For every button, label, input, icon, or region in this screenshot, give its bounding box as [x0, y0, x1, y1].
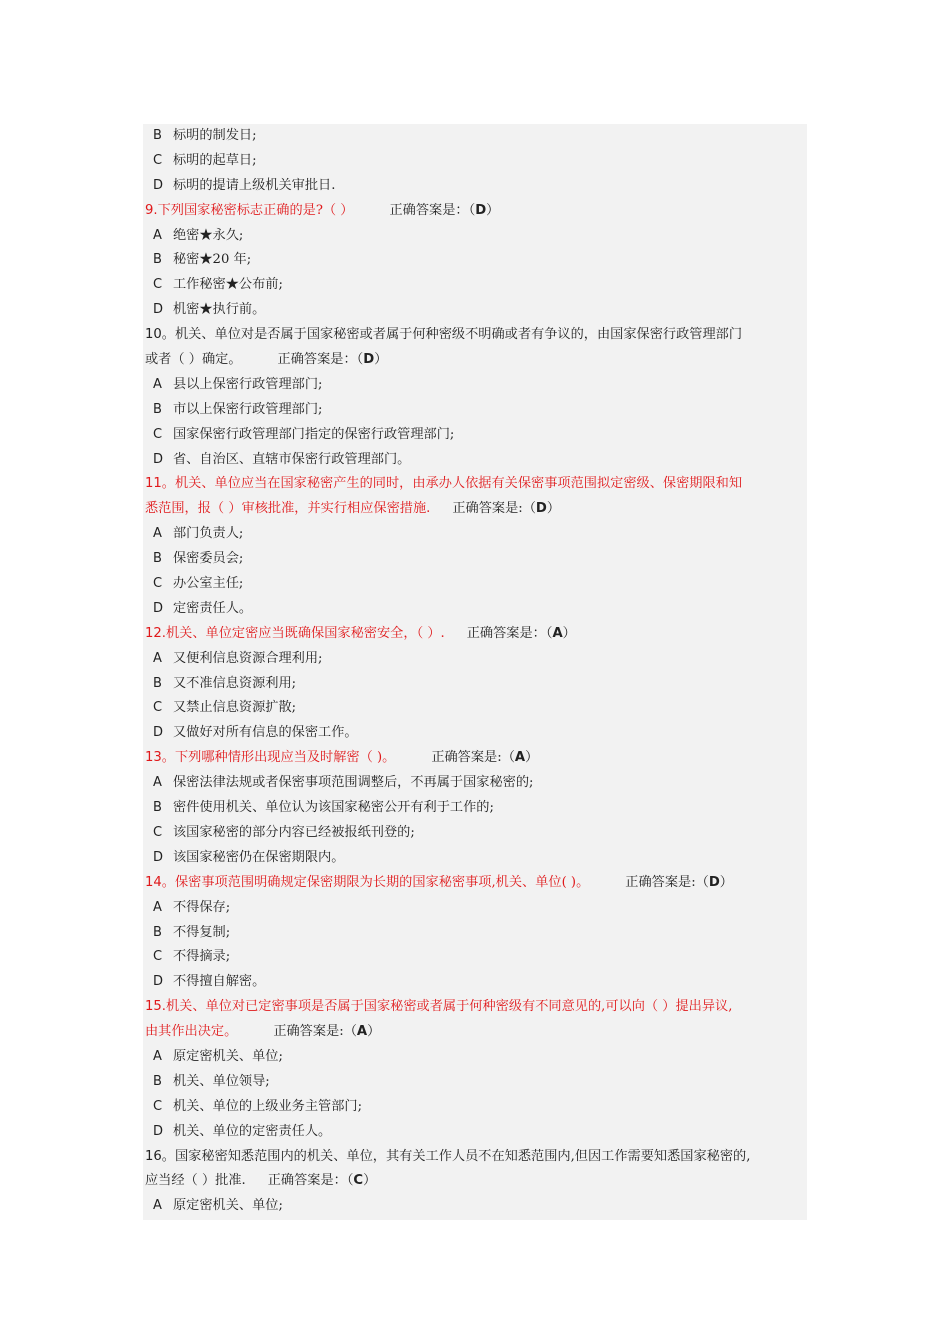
option-text: 办公室主任;	[173, 576, 244, 592]
option-text: 又禁止信息资源扩散;	[173, 700, 297, 716]
answer-option	[145, 647, 807, 672]
correct-answer	[389, 203, 499, 218]
correct-answer-close: ）	[525, 750, 539, 766]
option-letter: B	[153, 675, 162, 691]
question-number: 16	[145, 1148, 162, 1164]
answer-option	[145, 597, 807, 622]
option-text: 工作秘密★公布前;	[173, 277, 283, 293]
option-text: 省、自治区、直辖市保密行政管理部门。	[173, 451, 411, 467]
option-letter: A	[153, 526, 162, 542]
question-line	[145, 1169, 807, 1194]
question-text: 下列国家秘密标志正确的是?（ ）	[157, 202, 354, 218]
answer-option	[145, 522, 807, 547]
option-text: 国家保密行政管理部门指定的保密行政管理部门;	[173, 426, 455, 442]
question-number: 10	[145, 327, 162, 343]
correct-answer-letter: D	[363, 352, 375, 368]
correct-answer	[268, 1173, 377, 1188]
option-text: 该国家秘密仍在保密期限内。	[173, 849, 345, 865]
option-text: 该国家秘密的部分内容已经被报纸刊登的;	[173, 824, 415, 840]
correct-answer-letter: A	[552, 625, 563, 641]
question-number: 13	[145, 750, 162, 766]
option-text: 标明的提请上级机关审批日.	[173, 177, 336, 193]
option-text: 标明的起草日;	[173, 152, 257, 168]
option-letter: D	[153, 177, 164, 193]
question-text: 机关、单位定密应当既确保国家秘密安全，（ ）.	[165, 625, 445, 641]
answer-option	[145, 821, 807, 846]
answer-option	[145, 970, 807, 995]
correct-answer-label: 正确答案是：（	[267, 1173, 354, 1189]
question-number: 15.	[145, 999, 166, 1015]
option-letter: B	[153, 551, 162, 567]
answer-option	[145, 273, 807, 298]
option-text: 机关、单位的上级业务主管部门;	[173, 1098, 363, 1114]
correct-answer-close: ）	[486, 202, 500, 218]
answer-option	[145, 298, 807, 323]
option-text: 不得复制;	[173, 924, 231, 940]
correct-answer	[278, 352, 388, 367]
correct-answer-close: ）	[546, 501, 561, 517]
answer-option	[145, 796, 807, 821]
answer-option	[145, 945, 807, 970]
question-line	[145, 871, 807, 896]
question-text: 由其作出决定。	[145, 1024, 238, 1040]
option-text: 部门负责人;	[173, 526, 244, 542]
option-text: 不得擅自解密。	[173, 974, 266, 990]
question-text: 。机关、单位应当在国家秘密产生的同时，由承办人依据有关保密事项范围拟定密级、保密期限和知	[161, 476, 743, 492]
answer-option	[145, 174, 807, 199]
question-line	[145, 348, 807, 373]
correct-answer-close: ）	[719, 874, 733, 890]
correct-answer-letter: D	[475, 202, 487, 218]
option-text: 保密法律法规或者保密事项范围调整后，不再属于国家秘密的;	[173, 775, 534, 791]
question-line	[145, 472, 807, 497]
option-text: 市以上保密行政管理部门;	[173, 401, 323, 417]
answer-option	[145, 149, 807, 174]
question-line	[145, 995, 807, 1020]
question-line	[145, 323, 807, 348]
correct-answer-label: 正确答案是:（	[452, 501, 536, 517]
option-letter: B	[153, 924, 162, 940]
answer-option	[145, 1070, 807, 1095]
question-line	[145, 1145, 807, 1170]
correct-answer-label: 正确答案是:（	[431, 750, 515, 766]
answer-option	[145, 771, 807, 796]
question-line	[145, 746, 807, 771]
correct-answer-close: ）	[562, 625, 576, 641]
answer-option	[145, 572, 807, 597]
correct-answer-close: ）	[374, 352, 388, 368]
option-letter: D	[153, 302, 164, 318]
option-letter: A	[153, 376, 162, 392]
option-letter: A	[153, 650, 162, 666]
answer-option	[145, 1045, 807, 1070]
option-letter: C	[153, 576, 163, 592]
answer-option	[145, 721, 807, 746]
option-text: 机关、单位领导;	[173, 1073, 270, 1089]
option-letter: C	[153, 824, 163, 840]
option-letter: B	[153, 1073, 162, 1089]
correct-answer	[431, 750, 538, 765]
answer-option	[145, 921, 807, 946]
option-text: 又不准信息资源利用;	[173, 675, 297, 691]
option-text: 县以上保密行政管理部门;	[173, 376, 323, 392]
answer-option	[145, 1095, 807, 1120]
option-letter: D	[153, 600, 164, 616]
option-letter: A	[153, 775, 162, 791]
answer-option	[145, 672, 807, 697]
option-text: 机密★执行前。	[173, 302, 266, 318]
correct-answer	[273, 1024, 380, 1039]
correct-answer-label: 正确答案是:（	[273, 1024, 357, 1040]
correct-answer-letter: D	[535, 501, 547, 517]
option-text: 不得摘录;	[173, 949, 231, 965]
question-text: 。国家秘密知悉范围内的机关、单位，其有关工作人员不在知悉范围内,但因工作需要知悉国家秘密的,	[161, 1148, 751, 1164]
answer-option	[145, 846, 807, 871]
option-letter: D	[153, 849, 164, 865]
question-line	[145, 497, 807, 522]
correct-answer-letter: C	[353, 1173, 364, 1189]
question-text: 应当经（ ）批准.	[145, 1173, 246, 1189]
answer-option	[145, 1194, 807, 1219]
option-letter: D	[153, 725, 164, 741]
question-line	[145, 1020, 807, 1045]
answer-option	[145, 547, 807, 572]
correct-answer-letter: A	[356, 1024, 368, 1040]
answer-option	[145, 1120, 807, 1145]
option-text: 又便利信息资源合理利用;	[173, 650, 323, 666]
option-letter: A	[153, 1198, 162, 1214]
option-letter: B	[153, 800, 162, 816]
answer-option	[145, 423, 807, 448]
option-text: 机关、单位的定密责任人。	[173, 1123, 332, 1139]
correct-answer-label: 正确答案是：（	[389, 202, 476, 218]
question-text: 。机关、单位对是否属于国家秘密或者属于何种密级不明确或者有争议的，由国家保密行政管理部门	[161, 327, 743, 343]
option-letter: C	[153, 277, 163, 293]
question-line	[145, 622, 807, 647]
question-number: 14	[145, 874, 162, 890]
question-text: 机关、单位对已定密事项是否属于国家秘密或者属于何种密级有不同意见的,可以向（ ）提出异议,	[165, 999, 733, 1015]
option-letter: D	[153, 451, 164, 467]
correct-answer-letter: A	[514, 750, 526, 766]
answer-option	[145, 448, 807, 473]
option-letter: A	[153, 227, 162, 243]
answer-option	[145, 248, 807, 273]
option-letter: D	[153, 1123, 164, 1139]
answer-option	[145, 224, 807, 249]
answer-option	[145, 398, 807, 423]
option-text: 秘密★20 年;	[173, 252, 252, 268]
option-letter: A	[153, 1048, 162, 1064]
correct-answer	[452, 501, 560, 516]
option-letter: D	[153, 974, 164, 990]
correct-answer-close: ）	[363, 1173, 377, 1189]
option-letter: B	[153, 252, 162, 268]
option-text: 又做好对所有信息的保密工作。	[173, 725, 358, 741]
question-line	[145, 199, 807, 224]
option-letter: C	[153, 152, 163, 168]
correct-answer-letter: D	[708, 874, 720, 890]
option-text: 保密委员会;	[173, 551, 244, 567]
option-letter: B	[153, 128, 162, 143]
option-letter: C	[153, 1098, 163, 1114]
option-text: 原定密机关、单位;	[173, 1048, 283, 1064]
answer-option	[145, 896, 807, 921]
option-text: 密件使用机关、单位认为该国家秘密公开有利于工作的;	[173, 800, 494, 816]
question-number: 9.	[145, 202, 158, 218]
question-list	[145, 124, 807, 1219]
answer-option	[145, 124, 807, 149]
correct-answer-label: 正确答案是：（	[466, 625, 553, 641]
option-text: 定密责任人。	[173, 600, 253, 616]
question-number: 11	[145, 476, 162, 492]
question-text: 。下列哪种情形出现应当及时解密（ )。	[161, 750, 396, 766]
correct-answer	[625, 875, 733, 890]
option-text: 原定密机关、单位;	[173, 1198, 283, 1214]
answer-option	[145, 696, 807, 721]
option-letter: C	[153, 949, 163, 965]
option-text: 标明的制发日;	[173, 128, 257, 143]
question-text: 悉范围，报（ ）审核批准，并实行相应保密措施.	[145, 501, 431, 517]
option-letter: C	[153, 426, 163, 442]
correct-answer-close: ）	[367, 1024, 381, 1040]
question-number: 12.	[145, 625, 166, 641]
question-text: 。保密事项范围明确规定保密期限为长期的国家秘密事项,机关、单位( )。	[161, 874, 590, 890]
option-text: 不得保存;	[173, 899, 231, 915]
option-text: 绝密★永久;	[173, 227, 244, 243]
correct-answer	[467, 626, 576, 641]
option-letter: A	[153, 899, 162, 915]
option-letter: B	[153, 401, 162, 417]
option-letter: C	[153, 700, 163, 716]
answer-option	[145, 373, 807, 398]
correct-answer-label: 正确答案是:（	[625, 874, 709, 890]
question-text: 或者（ ）确定。	[145, 352, 242, 368]
correct-answer-label: 正确答案是：（	[277, 352, 364, 368]
